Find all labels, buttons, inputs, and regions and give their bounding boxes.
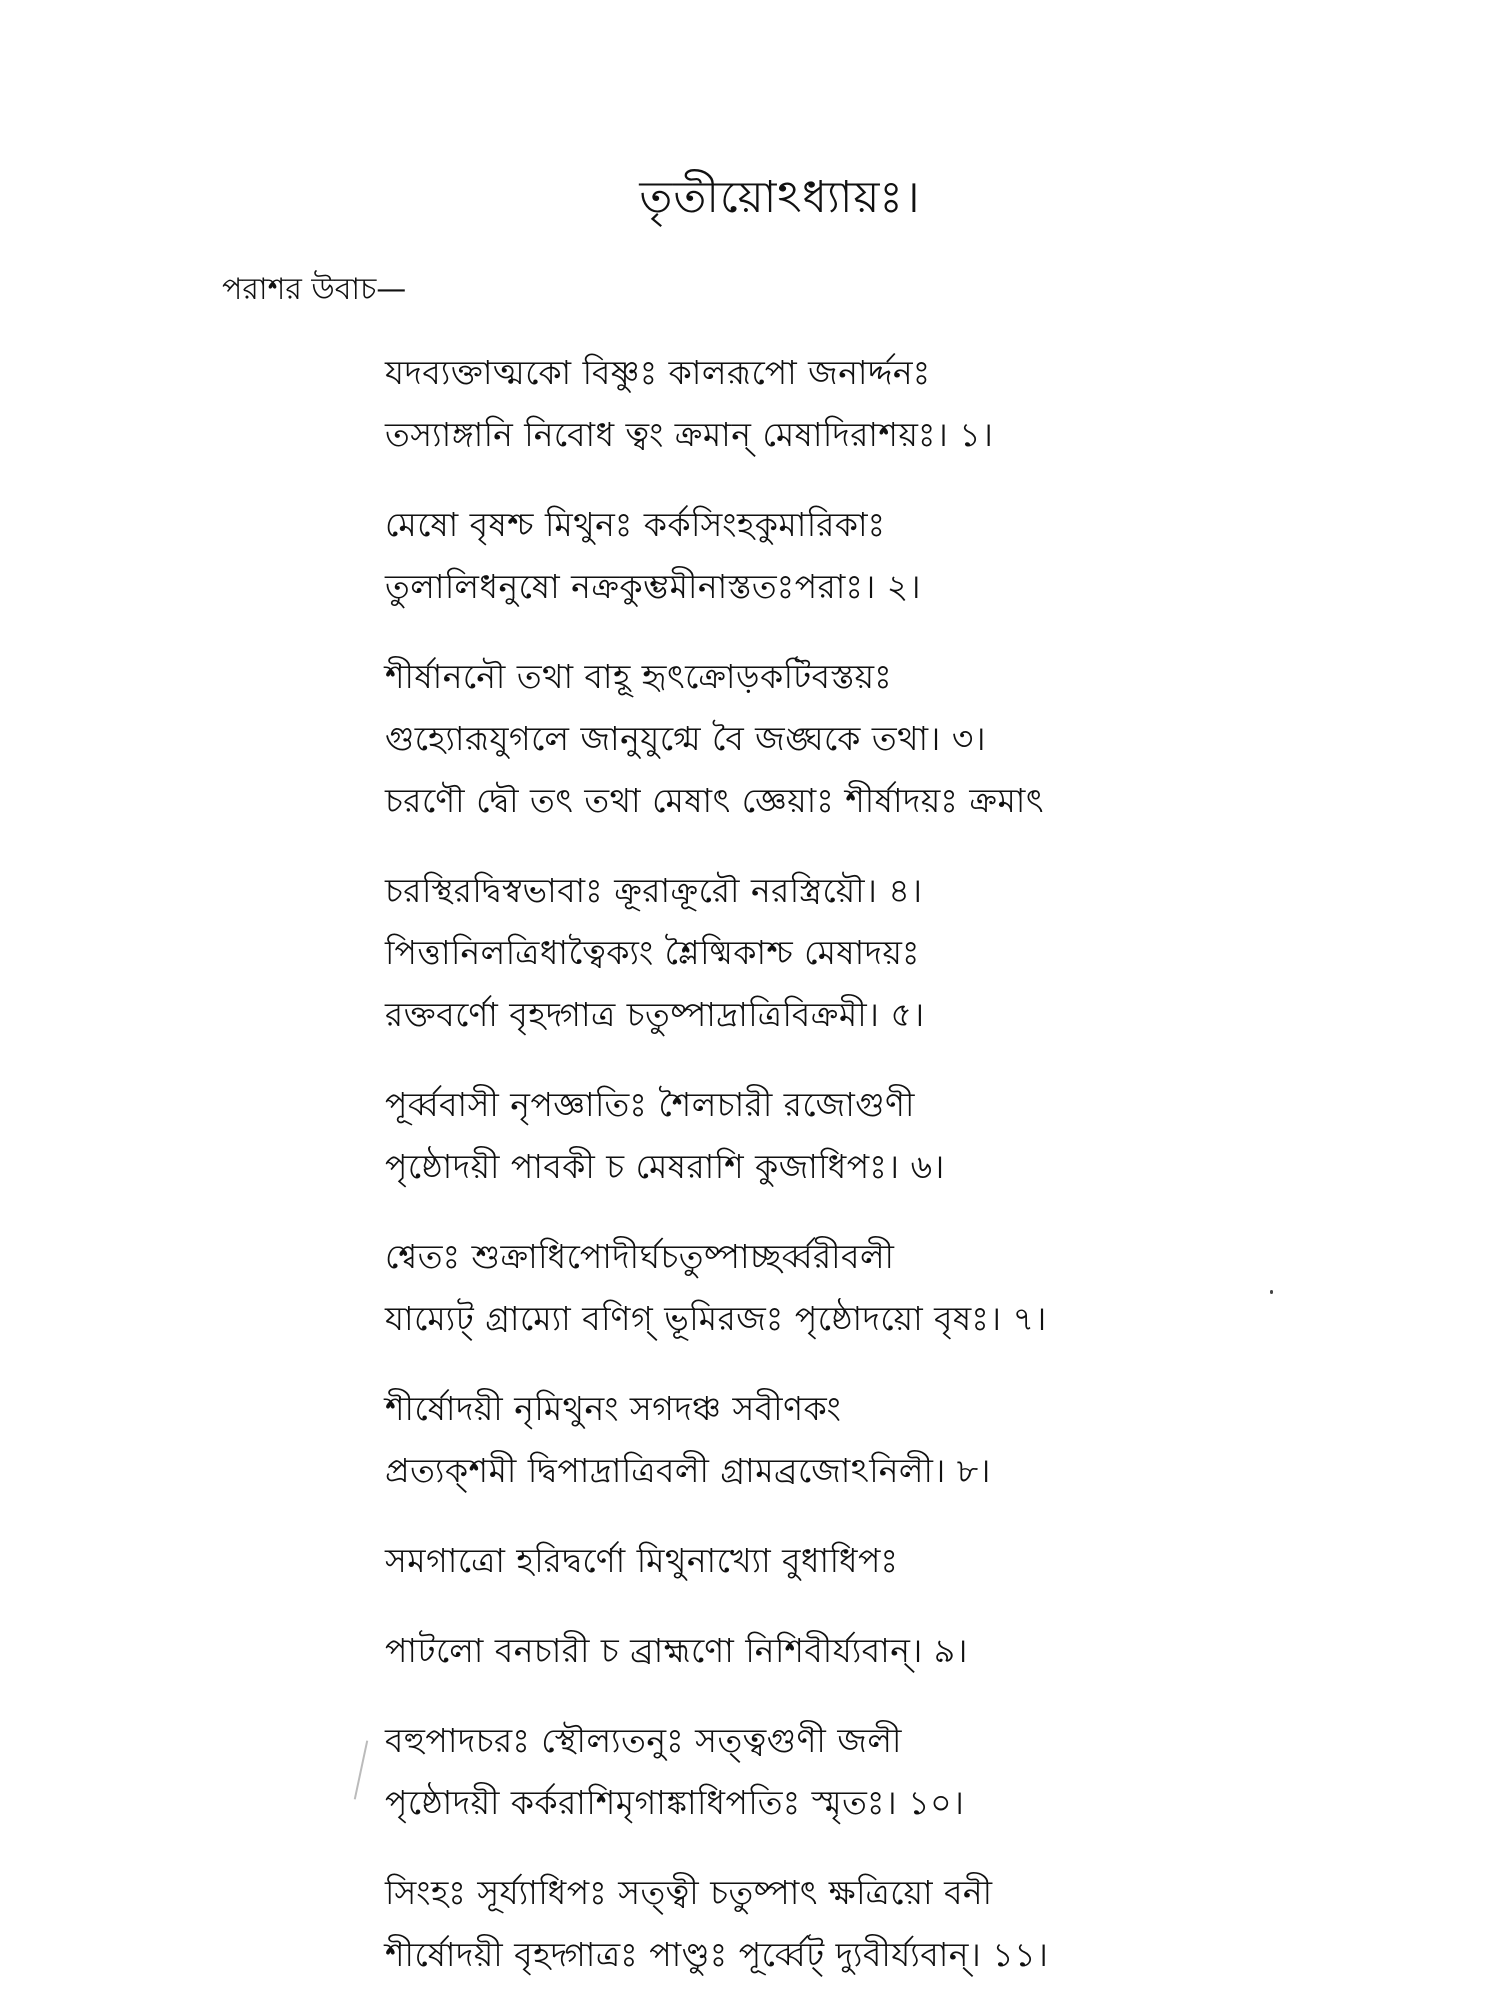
verse-line: সিংহঃ সূর্য্যাধিপঃ সত্ত্বী চতুষ্পাৎ ক্ষত্রিয়ো বনী: [385, 1873, 993, 1912]
verse-line: যাম্যেট্ গ্রাম্যো বণিগ্ ভূমিরজঃ পৃষ্ঠোদয়ো বৃষঃ। ৭।: [385, 1299, 1047, 1338]
verse-line: পৃষ্ঠোদয়ী কর্করাশিমৃগাঙ্কাধিপতিঃ স্মৃতঃ। ১০।: [385, 1783, 965, 1822]
verse-line: মেষো বৃষশ্চ মিথুনঃ কর্কসিংহকুমারিকাঃ: [385, 505, 886, 544]
stanza-9: [385, 1620, 1465, 1682]
verse-line: তস্যাঙ্গানি নিবোধ ত্বং ক্রমান্ মেষাদিরাশয়ঃ। ১।: [385, 415, 994, 454]
verse-line: চরস্থিরদ্বিস্বভাবাঃ ক্রূরাক্রূরৌ নরস্ত্রিয়ৌ। ৪।: [385, 871, 923, 910]
stanza-11: [385, 1862, 1465, 1986]
verse-line: শীর্ষোদয়ী নৃমিথুনং সগদঞ্চ সবীণকং: [385, 1389, 842, 1428]
scan-speck: [1270, 1290, 1273, 1294]
stanza-10: [385, 1710, 1465, 1834]
verse-line: শীর্ষাননৌ তথা বাহূ হৃৎক্রোড়কটিবস্তয়ঃ: [385, 657, 893, 696]
verse-line: শীর্ষোদয়ী বৃহদ্গাত্রঃ পাণ্ডুঃ পূর্ব্বেট্ দ্যুবীর্য্যবান্। ১১।: [385, 1935, 1049, 1974]
verse-line: পিত্তানিলত্রিধাত্বৈক্যং শ্লৈষ্মিকাশ্চ মেষাদয়ঃ: [385, 933, 921, 972]
stanza-4: [385, 860, 1465, 1046]
speaker-label: পরাশর উবাচ—: [222, 272, 407, 307]
verse-line: পাটলো বনচারী চ ব্রাহ্মণো নিশিবীর্য্যবান্। ৯।: [385, 1631, 968, 1670]
verse-line: বহুপাদচরঃ স্থৌল্যতনুঃ সত্ত্বগুণী জলী: [385, 1721, 902, 1760]
chapter-title: তৃতীয়োঽধ্যায়ঃ।: [639, 172, 921, 223]
verse-line: সমগাত্রো হরিদ্বর্ণো মিথুনাখ্যো বুধাধিপঃ: [385, 1541, 899, 1580]
verse-line: রক্তবর্ণো বৃহদ্গাত্র চতুষ্পাদ্রাত্রিবিক্রমী। ৫।: [385, 995, 925, 1034]
verse-line: শ্বেতঃ শুক্রাধিপোদীর্ঘচতুষ্পাচ্ছর্ব্বরীবলী: [385, 1237, 895, 1276]
stanza-3: [385, 646, 1465, 832]
verse-line: প্রত্যক্শমী দ্বিপাদ্রাত্রিবলী গ্রামব্রজোঽনিলী। ৮।: [385, 1451, 991, 1490]
verse-line: তুলালিধনুষো নক্রকুম্ভমীনাস্ততঃপরাঃ। ২।: [385, 567, 922, 606]
stanza-2: [385, 494, 1465, 618]
stanza-7: [385, 1378, 1465, 1502]
verse-line: পৃষ্ঠোদয়ী পাবকী চ মেষরাশি কুজাধিপঃ। ৬।: [385, 1147, 945, 1186]
verse-line: গুহ্যোরূযুগলে জানুযুগ্মে বৈ জঙ্ঘকে তথা। ৩।: [385, 719, 987, 758]
stanza-6: [385, 1226, 1465, 1350]
margin-pencil-mark: [354, 1740, 368, 1799]
stanza-8: [385, 1530, 1465, 1592]
verse-line: চরণৌ দ্বৌ তৎ তথা মেষাৎ জ্ঞেয়াঃ শীর্ষাদয়ঃ ক্রমাৎ: [385, 781, 1045, 820]
verse-line: যদব্যক্তাত্মকো বিষ্ণুঃ কালরূপো জনার্দ্দনঃ: [385, 353, 931, 392]
verse-line: পূর্ব্ববাসী নৃপজ্ঞাতিঃ শৈলচারী রজোগুণী: [385, 1085, 915, 1124]
stanza-5: [385, 1074, 1465, 1198]
stanza-1: [385, 342, 1465, 466]
verse-block: [385, 342, 1465, 1986]
